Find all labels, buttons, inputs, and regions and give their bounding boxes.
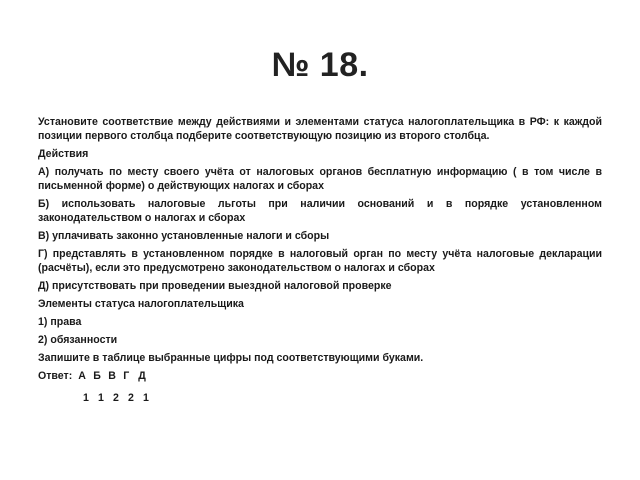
answer-letter: В [108, 370, 116, 382]
answer-digit: 1 [83, 392, 89, 404]
page-title: № 18. [271, 46, 369, 84]
answer-letter: Г [123, 370, 130, 382]
action-g: Г) представлять в установленном порядке в налоговый орган по месту учёта налоговые декларации (расчёты), если это предусмотрено законодательством о налогах и сборах [38, 248, 602, 274]
answer-letter: Д [138, 370, 146, 382]
task-content [38, 115, 602, 413]
answer-letter: Б [93, 370, 101, 382]
answer-letter: А [78, 370, 86, 382]
task-text: Установите соответствие между действиями и элементами статуса налогоплательщика в РФ: к каждой позиции первого столбца подберите соответствующую позицию из второго столбца. [38, 116, 602, 142]
action-a: А) получать по месту своего учёта от налоговых органов бесплатную информацию ( в том числе в письменной форме) о действующих налогах и сборах [38, 166, 602, 192]
elements-header: Элементы статуса налогоплательщика [38, 298, 244, 310]
element-duties: 2) обязанности [38, 334, 118, 346]
answer-digit: 2 [113, 392, 119, 404]
answer-digits-row [83, 391, 602, 405]
action-d: Д) присутствовать при проведении выездной налоговой проверке [38, 280, 392, 292]
answer-digit: 1 [143, 392, 149, 404]
actions-header: Действия [38, 148, 89, 160]
answer-header-row [38, 369, 602, 383]
answer-digit: 1 [98, 392, 104, 404]
answer-letters [78, 369, 153, 383]
action-b: Б) использовать налоговые льготы при наличии оснований и в порядке установленном законодательством о налогах и сборах [38, 198, 602, 224]
answer-digit: 2 [128, 392, 134, 404]
instruction-text: Запишите в таблице выбранные цифры под соответствующими буками. [38, 352, 424, 364]
element-rights: 1) права [38, 316, 82, 328]
answer-label: Ответ: [38, 370, 73, 382]
action-v: В) уплачивать законно установленные налоги и сборы [38, 230, 330, 242]
